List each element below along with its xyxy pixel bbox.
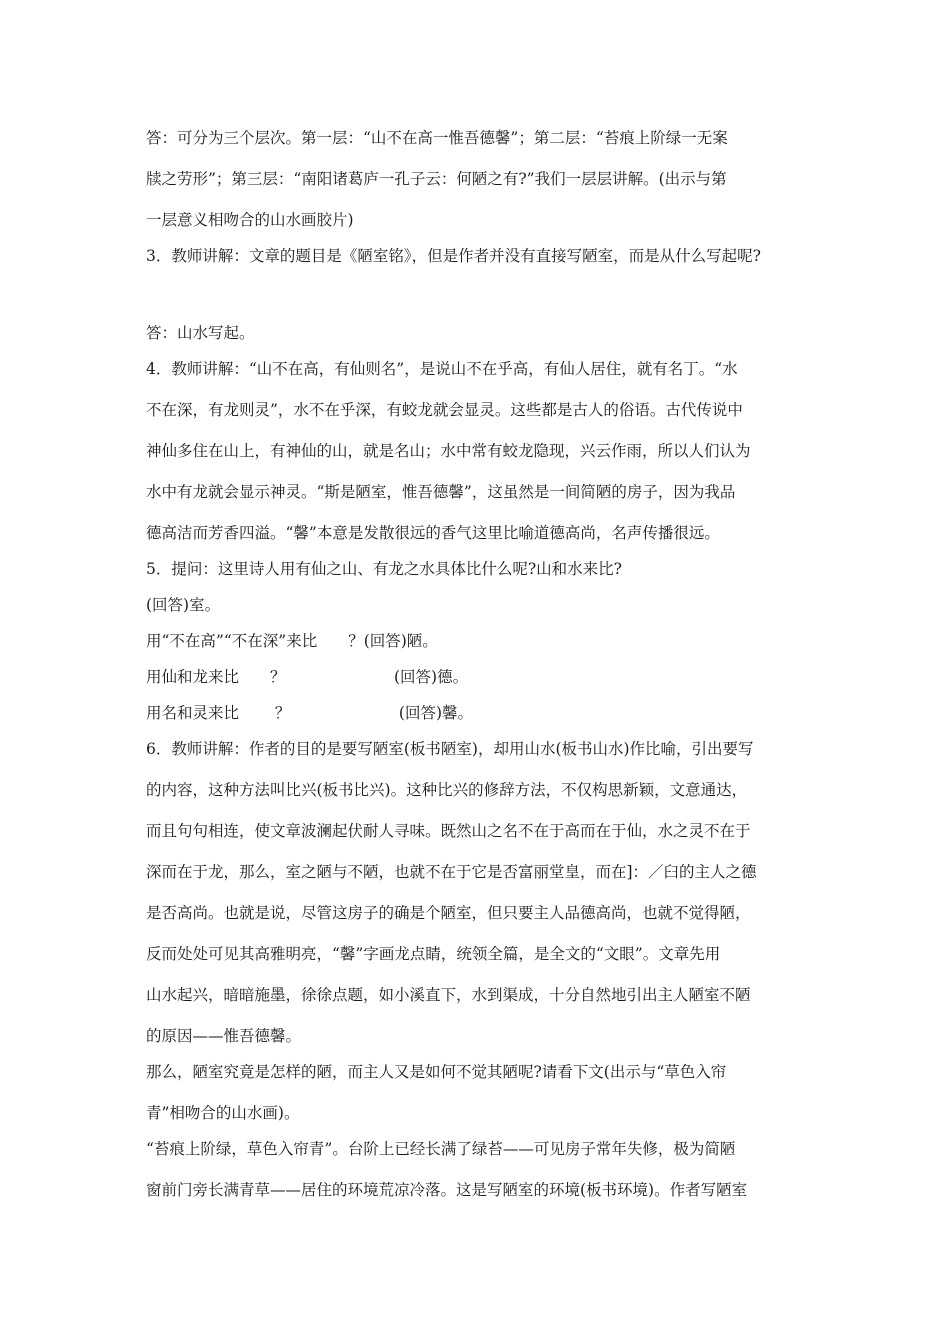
- text-line: 德高洁而芳香四溢。“馨”本意是发散很远的香气这里比喻道德高尚，名声传播很远。: [146, 524, 720, 542]
- text-line: 窗前门旁长满青草——居住的环境荒凉冷落。这是写陋室的环境(板书环境)。作者写陋室: [146, 1181, 748, 1199]
- text-line: 不在深，有龙则灵”，水不在乎深，有蛟龙就会显灵。这些都是古人的俗语。古代传说中: [146, 401, 743, 419]
- text-line: 是否高尚。也就是说，尽管这房子的确是个陋室，但只要主人品德高尚，也就不觉得陋，: [146, 904, 751, 922]
- text-line: 水中有龙就会显示神灵。“斯是陋室，惟吾德馨”，这虽然是一间简陋的房子，因为我品: [146, 483, 736, 501]
- text-line: 一层意义相吻合的山水画胶片): [146, 211, 354, 229]
- text-line: 用名和灵来比 ？ (回答)馨。: [146, 704, 474, 722]
- text-line: 青”相吻合的山水画)。: [146, 1104, 300, 1122]
- text-line: 6．教师讲解：作者的目的是要写陋室(板书陋室)，却用山水(板书山水)作比喻，引出要写: [146, 740, 754, 758]
- text-line: 深而在于龙，那么，室之陋与不陋，也就不在于它是否富丽堂皇，而在]：／臼的主人之德: [146, 863, 757, 881]
- text-line: 答：山水写起。: [146, 324, 255, 342]
- text-line: (回答)室。: [146, 596, 221, 614]
- text-line: 答：可分为三个层次。第一层：“山不在高一惟吾德馨”；第二层：“苔痕上阶绿一无案: [146, 129, 728, 147]
- text-line: 4．教师讲解：“山不在高，有仙则名”，是说山不在乎高，有仙人居住，就有名丁。“水: [146, 360, 738, 378]
- text-line: 神仙多住在山上，有神仙的山，就是名山；水中常有蛟龙隐现，兴云作雨，所以人们认为: [146, 442, 751, 460]
- text-line: “苔痕上阶绿，草色入帘青”。台阶上已经长满了绿苔——可见房子常年失修，极为简陋: [146, 1140, 736, 1158]
- text-line: 的原因——惟吾德馨。: [146, 1027, 302, 1045]
- text-line: 反而处处可见其高雅明亮，“馨”字画龙点睛，统领全篇，是全文的“文眼”。文章先用: [146, 945, 721, 963]
- text-line: 山水起兴，暗暗施墨，徐徐点题，如小溪直下，水到渠成，十分自然地引出主人陋室不陋: [146, 986, 751, 1004]
- text-line: 那么，陋室究竟是怎样的陋，而主人又是如何不觉其陋呢?请看下文(出示与“草色入帘: [146, 1063, 727, 1081]
- text-line: 3．教师讲解：文章的题目是《陋室铭》，但是作者并没有直接写陋室，而是从什么写起呢?: [146, 247, 761, 265]
- text-line: 的内容，这种方法叫比兴(板书比兴)。这种比兴的修辞方法，不仅构思新颖，文意通达，: [146, 781, 748, 799]
- text-line: 5．提问：这里诗人用有仙之山、有龙之水具体比什么呢?山和水来比?: [146, 560, 622, 578]
- text-line: 牍之劳形”；第三层：“南阳诸葛庐一孔子云：何陋之有?”我们一层层讲解。(出示与第: [146, 170, 727, 188]
- text-line: 用仙和龙来比 ？ (回答)德。: [146, 668, 469, 686]
- text-line: 用“不在高”“不在深”来比 ？(回答)陋。: [146, 632, 438, 650]
- text-line: 而且句句相连，使文章波澜起伏耐人寻味。既然山之名不在于高而在于仙，水之灵不在于: [146, 822, 751, 840]
